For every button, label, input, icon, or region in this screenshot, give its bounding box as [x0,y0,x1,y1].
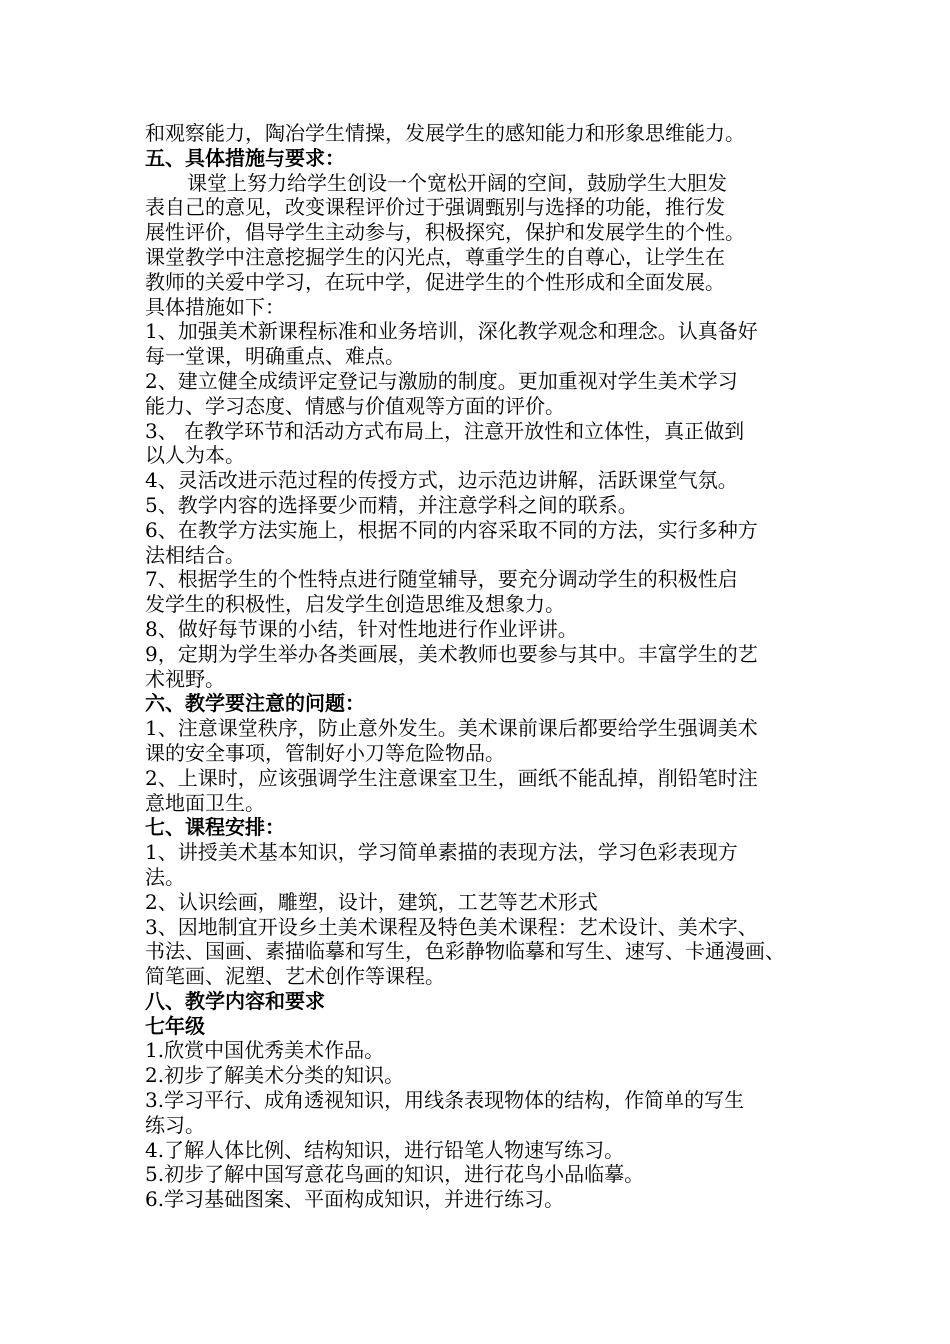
section-heading: 七年级 [145,1013,205,1038]
paragraph-line: 5、教学内容的选择要少而精，并注意学科之间的联系。 [145,492,638,517]
paragraph-line: 8、做好每节课的小结，针对性地进行作业评讲。 [145,616,578,641]
document-page [145,121,813,1212]
paragraph-line: 具体措施如下： [145,294,285,319]
paragraph-line: 课堂上努力给学生创设一个宽松开阔的空间，鼓励学生大胆发 [187,170,727,195]
paragraph-line: 书法、国画、素描临摹和写生，色彩静物临摹和写生、速写、卡通漫画、 [145,939,785,964]
paragraph-line: 法。 [145,864,185,889]
paragraph-line: 课的安全事项，管制好小刀等危险物品。 [145,740,505,765]
paragraph-line: 简笔画、泥塑、艺术创作等课程。 [145,964,445,989]
section-heading: 六、教学要注意的问题： [145,691,365,716]
paragraph-line: 7、根据学生的个性特点进行随堂辅导，要充分调动学生的积极性启 [145,567,738,592]
paragraph-line: 6、在教学方法实施上，根据不同的内容采取不同的方法，实行多种方 [145,517,758,542]
paragraph-line: 3、因地制宜开设乡土美术课程及特色美术课程：艺术设计、美术字、 [145,914,758,939]
paragraph-line: 教师的关爱中学习，在玩中学，促进学生的个性形成和全面发展。 [145,269,725,294]
paragraph-line: 法相结合。 [145,542,245,567]
paragraph-line: 2、上课时，应该强调学生注意课室卫生，画纸不能乱掉，削铅笔时注 [145,765,758,790]
paragraph-line: 1、注意课堂秩序，防止意外发生。美术课前课后都要给学生强调美术 [145,716,758,741]
paragraph-line: 以人为本。 [145,443,245,468]
paragraph-line: 展性评价，倡导学生主动参与，积极探究，保护和发展学生的个性。 [145,220,745,245]
paragraph-line: 2、建立健全成绩评定登记与激励的制度。更加重视对学生美术学习 [145,368,738,393]
paragraph-line: 4、灵活改进示范过程的传授方式，边示范边讲解，活跃课堂气氛。 [145,468,738,493]
paragraph-line: 能力、学习态度、情感与价值观等方面的评价。 [145,393,565,418]
paragraph-line: 4.了解人体比例、结构知识，进行铅笔人物速写练习。 [145,1137,625,1162]
paragraph-line: 发学生的积极性，启发学生创造思维及想象力。 [145,592,565,617]
paragraph-line: 1、讲授美术基本知识，学习简单素描的表现方法，学习色彩表现方 [145,840,738,865]
paragraph-line: 6.学习基础图案、平面构成知识，并进行练习。 [145,1187,565,1212]
paragraph-line: 每一堂课，明确重点、难点。 [145,344,405,369]
paragraph-line: 3.学习平行、成角透视知识，用线条表现物体的结构，作简单的写生 [145,1088,745,1113]
section-heading: 八、教学内容和要求 [145,988,325,1013]
paragraph-line: 1.欣赏中国优秀美术作品。 [145,1038,385,1063]
paragraph-line: 表自己的意见，改变课程评价过于强调甄别与选择的功能，推行发 [145,195,725,220]
paragraph-line: 和观察能力，陶冶学生情操，发展学生的感知能力和形象思维能力。 [145,121,745,145]
paragraph-line: 练习。 [145,1112,205,1137]
paragraph-line: 意地面卫生。 [145,790,265,815]
section-heading: 七、课程安排： [145,815,285,840]
paragraph-line: 术视野。 [145,666,225,691]
paragraph-line: 5.初步了解中国写意花鸟画的知识，进行花鸟小品临摹。 [145,1162,645,1187]
paragraph-line: 1、加强美术新课程标准和业务培训，深化教学观念和理念。认真备好 [145,319,758,344]
paragraph-line: 课堂教学中注意挖掘学生的闪光点，尊重学生的自尊心，让学生在 [145,244,725,269]
section-heading: 五、具体措施与要求： [145,145,345,170]
paragraph-line: 2、认识绘画，雕塑，设计，建筑，工艺等艺术形式 [145,889,598,914]
paragraph-line: 2.初步了解美术分类的知识。 [145,1063,405,1088]
paragraph-line: 9，定期为学生举办各类画展，美术教师也要参与其中。丰富学生的艺 [145,641,758,666]
paragraph-line: 3、 在教学环节和活动方式布局上，注意开放性和立体性，真正做到 [145,418,745,443]
